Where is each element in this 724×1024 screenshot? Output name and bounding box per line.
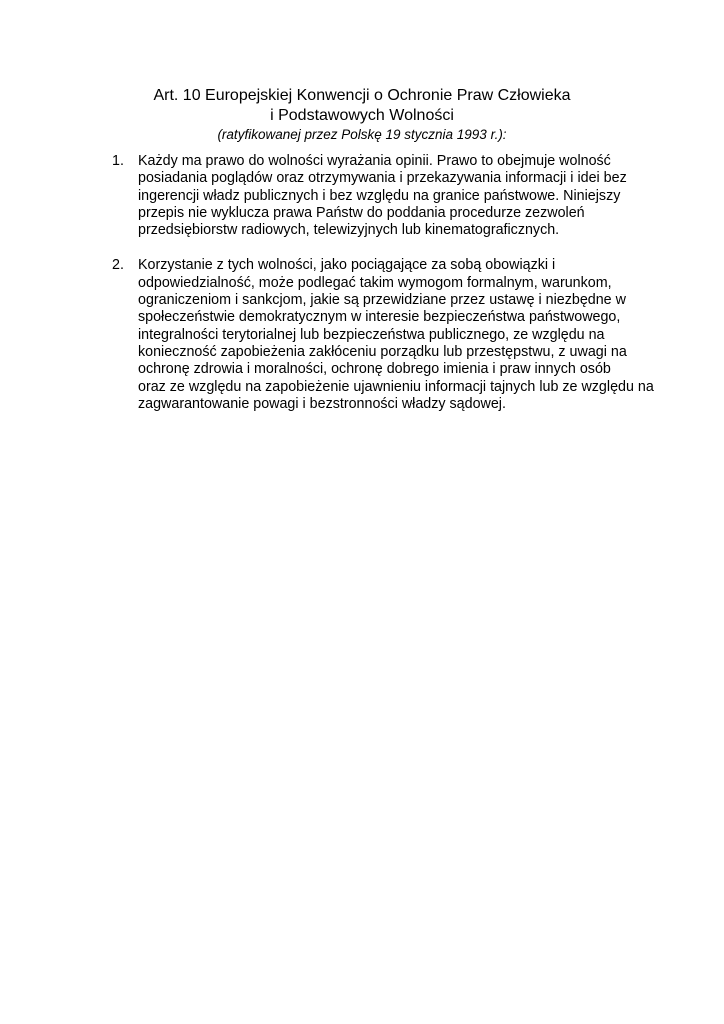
article-number: 2.: [112, 257, 124, 274]
article-text-line: odpowiedzialność, może podlegać takim wymogom formalnym, warunkom,: [138, 274, 612, 291]
article-text-line: oraz ze względu na zapobieżenie ujawnieniu informacji tajnych lub ze względu na: [138, 378, 654, 395]
article-text-line: przepis nie wyklucza prawa Państw do poddania procedurze zezwoleń: [138, 204, 585, 221]
article-number: 1.: [112, 153, 124, 169]
article-text-line: społeczeństwie demokratycznym w interesie bezpieczeństwa państwowego,: [138, 309, 621, 326]
article-list: [112, 153, 652, 431]
document-title-line-1: Art. 10 Europejskiej Konwencji o Ochronie Praw Człowieka: [153, 87, 571, 104]
article-text-line: Każdy ma prawo do wolności wyrażania opinii. Prawo to obejmuje wolność: [138, 153, 611, 169]
article-text-line: zagwarantowanie powagi i bezstronności władzy sądowej.: [138, 395, 506, 412]
article-text-line: ograniczeniom i sankcjom, jakie są przewidziane przez ustawę i niezbędne w: [138, 292, 626, 309]
document-title-line-2: i Podstawowych Wolności: [270, 107, 454, 124]
article-item-2: [112, 257, 652, 413]
article-text-line: konieczność zapobieżenia zakłóceniu porządku lub przestępstwu, z uwagi na: [138, 343, 627, 360]
article-text-line: integralności terytorialnej lub bezpieczeństwa publicznego, ze względu na: [138, 326, 605, 343]
article-text-line: przedsiębiorstw radiowych, telewizyjnych lub kinematograficznych.: [138, 222, 560, 239]
title-block: [0, 86, 724, 143]
document-subtitle: (ratyfikowanej przez Polskę 19 stycznia 1993 r.):: [217, 127, 507, 142]
article-text-line: ingerencji władz publicznych i bez względu na granice państwowe. Niniejszy: [138, 187, 621, 204]
article-text-line: Korzystanie z tych wolności, jako pociągające za sobą obowiązki i: [138, 257, 556, 274]
article-item-1: [112, 153, 652, 239]
article-text-line: posiadania poglądów oraz otrzymywania i przekazywania informacji i idei bez: [138, 170, 627, 187]
article-text-line: ochronę zdrowia i moralności, ochronę dobrego imienia i praw innych osób: [138, 361, 611, 378]
